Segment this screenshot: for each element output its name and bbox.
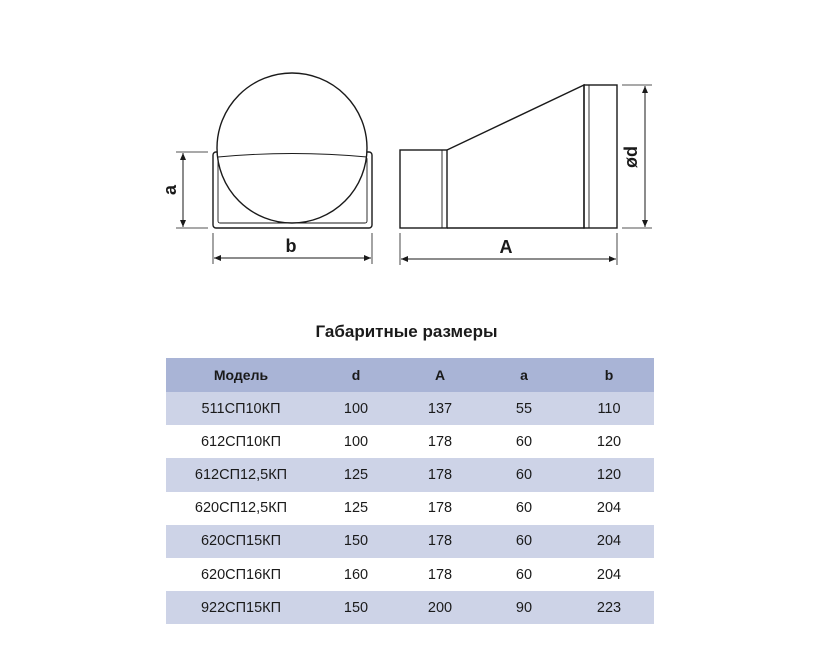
adapter-technical-drawing	[0, 0, 813, 300]
header-b: b	[564, 358, 654, 392]
cell-d: 125	[316, 458, 396, 491]
table-row	[166, 558, 654, 591]
cell-a: 60	[484, 458, 564, 491]
cell-model: 612СП10КП	[166, 425, 316, 458]
cell-a: 60	[484, 525, 564, 558]
cell-A: 137	[396, 392, 484, 425]
cell-model: 620СП12,5КП	[166, 492, 316, 525]
cell-b: 204	[564, 492, 654, 525]
dimension-a-label: a	[160, 184, 180, 196]
table-row	[166, 458, 654, 491]
cell-a: 60	[484, 558, 564, 591]
cell-d: 125	[316, 492, 396, 525]
table-title: Габаритные размеры	[315, 322, 498, 341]
round-outlet-circle	[217, 73, 367, 223]
cell-A: 178	[396, 525, 484, 558]
dimension-A-label: A	[499, 237, 513, 257]
cell-a: 55	[484, 392, 564, 425]
cell-d: 100	[316, 425, 396, 458]
cell-model: 511СП10КП	[166, 392, 316, 425]
table-row	[166, 392, 654, 425]
dimension-d-label: ød	[621, 146, 641, 168]
cell-model: 612СП12,5КП	[166, 458, 316, 491]
header-a: a	[484, 358, 564, 392]
cell-a: 60	[484, 425, 564, 458]
cell-b: 223	[564, 591, 654, 624]
cell-a: 60	[484, 492, 564, 525]
cell-b: 110	[564, 392, 654, 425]
cell-d: 150	[316, 525, 396, 558]
cell-A: 178	[396, 458, 484, 491]
table-row	[166, 525, 654, 558]
rectangular-spigot	[400, 150, 447, 228]
header-A: A	[396, 358, 484, 392]
front-view	[176, 73, 372, 264]
cell-model: 620СП16КП	[166, 558, 316, 591]
transition-body	[447, 85, 584, 228]
header-d: d	[316, 358, 396, 392]
cell-d: 160	[316, 558, 396, 591]
cell-d: 100	[316, 392, 396, 425]
cell-b: 120	[564, 458, 654, 491]
cell-A: 178	[396, 492, 484, 525]
cell-A: 200	[396, 591, 484, 624]
cell-a: 90	[484, 591, 564, 624]
dimensions-table	[166, 358, 654, 624]
header-model: Модель	[166, 358, 316, 392]
table-row	[166, 425, 654, 458]
cell-d: 150	[316, 591, 396, 624]
table-row	[166, 492, 654, 525]
table-header-row	[166, 358, 654, 392]
cell-A: 178	[396, 558, 484, 591]
cell-model: 620СП15КП	[166, 525, 316, 558]
cell-model: 922СП15КП	[166, 591, 316, 624]
table-row	[166, 591, 654, 624]
cell-b: 204	[564, 525, 654, 558]
cell-A: 178	[396, 425, 484, 458]
dimension-b-label: b	[285, 236, 297, 256]
cell-b: 120	[564, 425, 654, 458]
side-view	[400, 85, 652, 265]
cell-b: 204	[564, 558, 654, 591]
